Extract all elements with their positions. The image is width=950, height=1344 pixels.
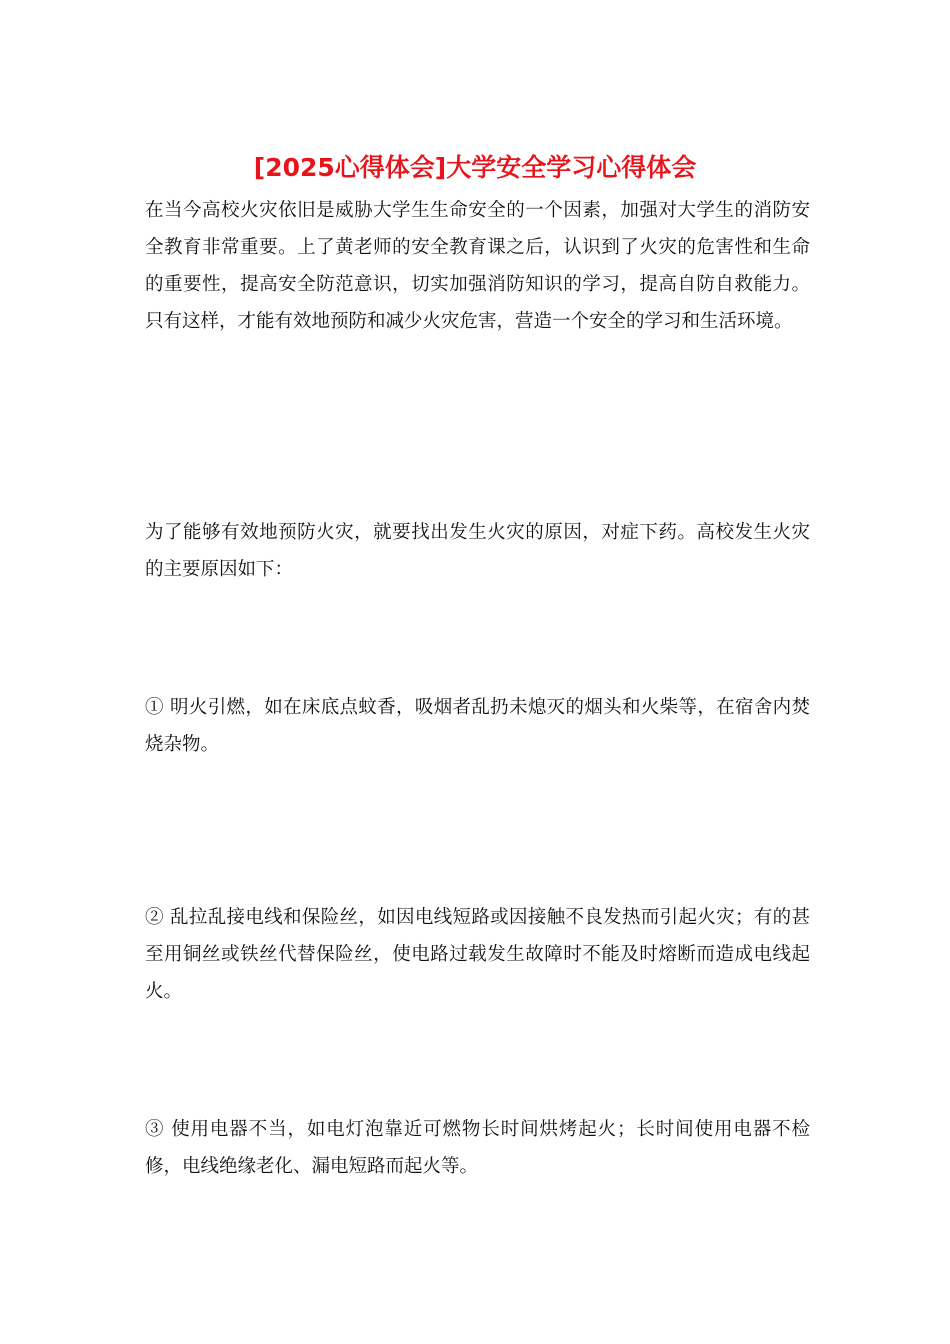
paragraph-intro: 在当今高校火灾依旧是威胁大学生生命安全的一个因素，加强对大学生的消防安全教育非常重要。上了黄老师的安全教育课之后，认识到了火灾的危害性和生命的重要性，提高安全防范意识，切实加强消防知识的学习，提高自防自救能力。只有这样，才能有效地预防和减少火灾危害，营造一个安全的学习和生活环境。 [145, 200, 810, 332]
paragraph-cause-1: ① 明火引燃，如在床底点蚊香，吸烟者乱扔未熄灭的烟头和火柴等，在宿舍内焚烧杂物。 [145, 697, 810, 755]
paragraph-cause-2: ② 乱拉乱接电线和保险丝，如因电线短路或因接触不良发热而引起火灾；有的甚至用铜丝或铁丝代替保险丝，使电路过载发生故障时不能及时熔断而造成电线起火。 [145, 907, 810, 1002]
paragraph-causes-intro: 为了能够有效地预防火灾，就要找出发生火灾的原因，对症下药。高校发生火灾的主要原因如下： [145, 522, 810, 580]
paragraph-cause-3: ③ 使用电器不当，如电灯泡靠近可燃物长时间烘烤起火；长时间使用电器不检修，电线绝缘老化、漏电短路而起火等。 [145, 1119, 810, 1177]
document-title: [2025心得体会]大学安全学习心得体会 [253, 153, 697, 182]
